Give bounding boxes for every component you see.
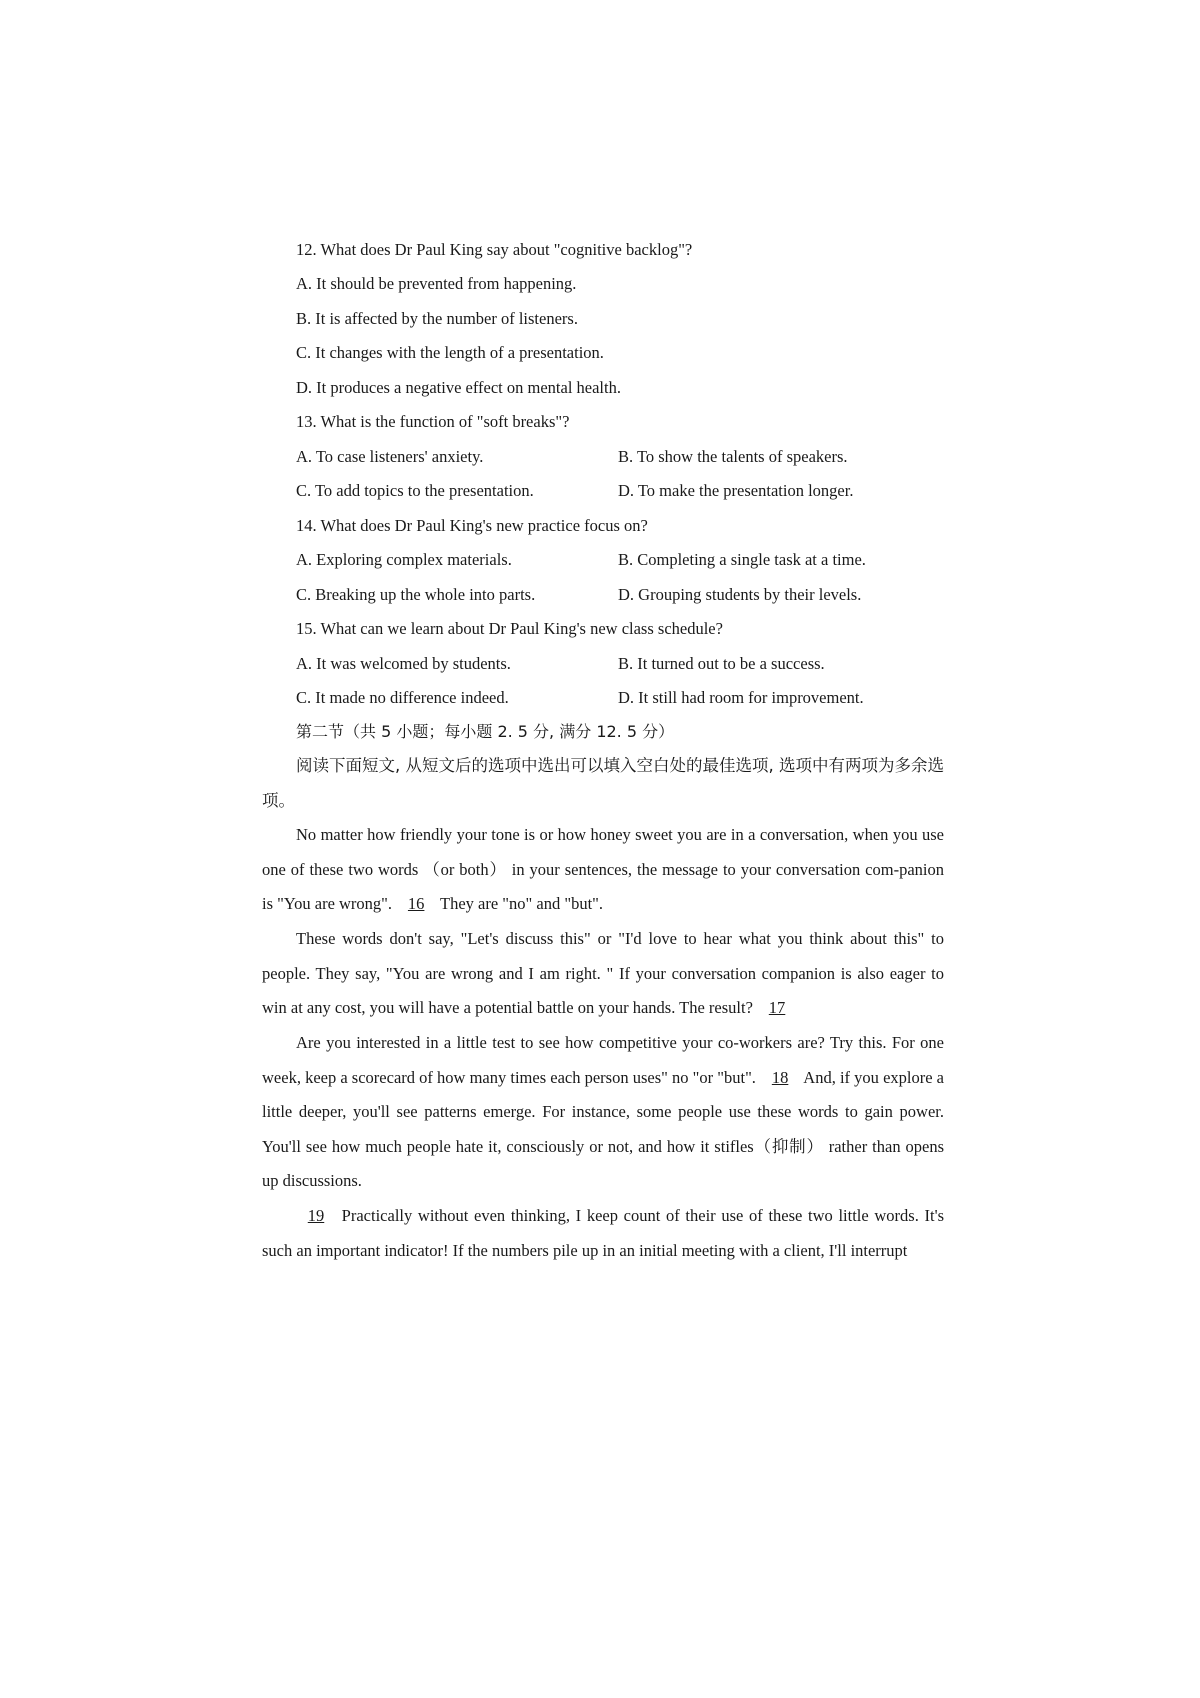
blank-17: 17 bbox=[768, 998, 786, 1018]
passage-text: Practically without even thinking, I keep count of their use of these two little words. It's such an important indicator! If the numbers pile up in an initial meeting with a client, I'll interrupt bbox=[262, 1206, 944, 1260]
passage-text: And, if you explore a little deeper, you'll see patterns emerge. For instance, some people use these words to gain power. You'll see how much people hate it, consciously or not, and how it stifles（抑制） rather than opens up discussions. bbox=[262, 1067, 945, 1191]
question-15-option-b: B. It turned out to be a success. bbox=[618, 654, 825, 673]
question-14-stem: 14. What does Dr Paul King's new practice focus on? bbox=[296, 516, 648, 535]
question-15-option-d: D. It still had room for improvement. bbox=[618, 688, 864, 707]
question-15-option-c: C. It made no difference indeed. bbox=[296, 688, 509, 707]
question-12-option-b: B. It is affected by the number of listeners. bbox=[296, 309, 578, 328]
question-15-option-a: A. It was welcomed by students. bbox=[296, 654, 511, 673]
question-14-option-b: B. Completing a single task at a time. bbox=[618, 550, 866, 569]
question-13-option-d: D. To make the presentation longer. bbox=[618, 481, 854, 500]
question-15-stem: 15. What can we learn about Dr Paul King's new class schedule? bbox=[296, 619, 723, 638]
question-12-stem: 12. What does Dr Paul King say about "cognitive backlog"? bbox=[296, 240, 693, 259]
passage-paragraph-3 bbox=[262, 1026, 944, 1199]
passage-paragraph-1 bbox=[262, 818, 944, 922]
blank-19: 19 bbox=[307, 1206, 325, 1225]
passage-text: These words don't say, "Let's discuss this" or "I'd love to hear what you think about this" to people. They say, "You are wrong and I am right. " If your conversation companion is also eager to win at any cost, you will have a potential battle on your hands. The result? bbox=[262, 929, 944, 1018]
question-14-option-d: D. Grouping students by their levels. bbox=[618, 585, 862, 604]
question-14-option-c: C. Breaking up the whole into parts. bbox=[296, 585, 536, 604]
section-instruction: 阅读下面短文, 从短文后的选项中选出可以填入空白处的最佳选项, 选项中有两项为多余选项。 bbox=[262, 756, 944, 810]
question-13-option-c: C. To add topics to the presentation. bbox=[296, 481, 534, 500]
question-13-option-a: A. To case listeners' anxiety. bbox=[296, 447, 484, 466]
question-13-option-b: B. To show the talents of speakers. bbox=[618, 447, 848, 466]
question-12-option-a: A. It should be prevented from happening. bbox=[296, 274, 577, 293]
passage-text: They are "no" and "but". bbox=[436, 894, 604, 914]
blank-18: 18 bbox=[771, 1067, 789, 1087]
passage-text: Are you interested in a little test to see how competitive your co-workers are? Try this. For one week, keep a scorecard of how many times each person uses" no "or "but". bbox=[262, 1033, 944, 1087]
section-heading: 第二节（共 5 小题；每小题 2. 5 分, 满分 12. 5 分） bbox=[296, 722, 675, 741]
blank-16: 16 bbox=[407, 894, 425, 914]
passage-paragraph-4 bbox=[262, 1199, 944, 1268]
passage-paragraph-2 bbox=[262, 922, 944, 1026]
question-14-option-a: A. Exploring complex materials. bbox=[296, 550, 512, 569]
question-12-option-c: C. It changes with the length of a presentation. bbox=[296, 343, 604, 362]
question-12-option-d: D. It produces a negative effect on mental health. bbox=[296, 378, 621, 397]
question-13-stem: 13. What is the function of "soft breaks"? bbox=[296, 412, 570, 431]
passage-text: No matter how friendly your tone is or how honey sweet you are in a conversation, when you use one of these two words （or both） in your sentences, the message to your conversation com-panion is "You are wrong". bbox=[262, 825, 944, 914]
